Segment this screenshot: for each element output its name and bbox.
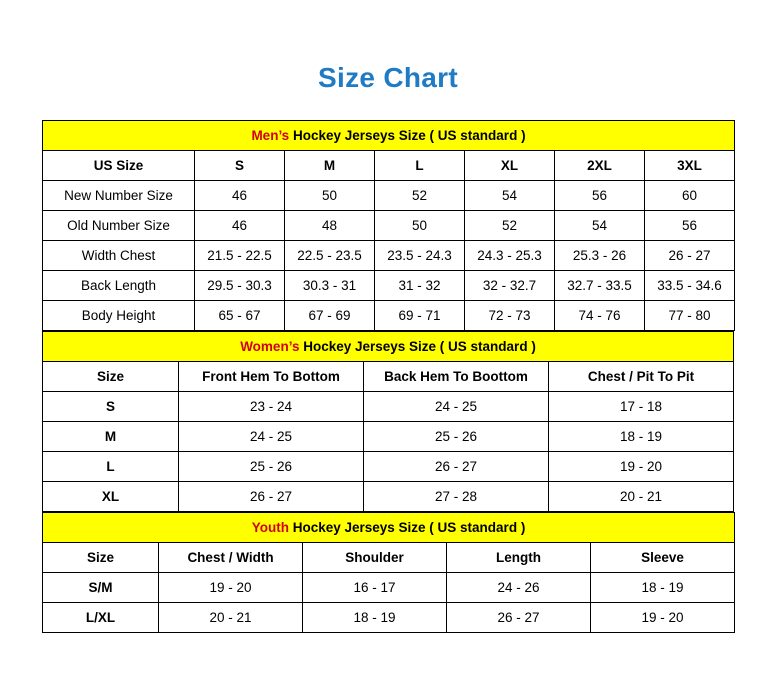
mens-cell: 60 bbox=[645, 181, 735, 211]
table-banner-row bbox=[43, 332, 734, 362]
womens-banner bbox=[43, 332, 734, 362]
table-row bbox=[43, 211, 735, 241]
mens-cell: 32.7 - 33.5 bbox=[555, 271, 645, 301]
table-row bbox=[43, 452, 734, 482]
table-row bbox=[43, 271, 735, 301]
mens-banner-rest: Hockey Jerseys Size ( US standard ) bbox=[289, 128, 526, 143]
mens-banner-accent: Men’s bbox=[251, 128, 290, 143]
womens-row-label: S bbox=[43, 392, 179, 422]
mens-cell: 22.5 - 23.5 bbox=[285, 241, 375, 271]
mens-cell: 32 - 32.7 bbox=[465, 271, 555, 301]
mens-header-cell: S bbox=[195, 151, 285, 181]
youth-header-cell: Sleeve bbox=[591, 543, 735, 573]
mens-cell: 74 - 76 bbox=[555, 301, 645, 331]
mens-size-table bbox=[42, 120, 735, 331]
mens-header-cell: XL bbox=[465, 151, 555, 181]
womens-header-cell: Size bbox=[43, 362, 179, 392]
womens-cell: 26 - 27 bbox=[179, 482, 364, 512]
youth-header-cell: Size bbox=[43, 543, 159, 573]
table-banner-row bbox=[43, 121, 735, 151]
mens-header-cell: US Size bbox=[43, 151, 195, 181]
womens-cell: 24 - 25 bbox=[364, 392, 549, 422]
youth-cell: 16 - 17 bbox=[303, 573, 447, 603]
womens-banner-accent: Women’s bbox=[240, 339, 300, 354]
womens-header-cell: Front Hem To Bottom bbox=[179, 362, 364, 392]
mens-header-cell: L bbox=[375, 151, 465, 181]
youth-header-cell: Shoulder bbox=[303, 543, 447, 573]
mens-cell: 72 - 73 bbox=[465, 301, 555, 331]
mens-cell: 33.5 - 34.6 bbox=[645, 271, 735, 301]
table-row bbox=[43, 392, 734, 422]
womens-header-cell: Chest / Pit To Pit bbox=[549, 362, 734, 392]
mens-row-label: New Number Size bbox=[43, 181, 195, 211]
table-row bbox=[43, 422, 734, 452]
mens-cell: 77 - 80 bbox=[645, 301, 735, 331]
mens-row-label: Back Length bbox=[43, 271, 195, 301]
womens-cell: 27 - 28 bbox=[364, 482, 549, 512]
mens-header-cell: 2XL bbox=[555, 151, 645, 181]
youth-row-label: L/XL bbox=[43, 603, 159, 633]
womens-size-table bbox=[42, 331, 734, 512]
mens-cell: 67 - 69 bbox=[285, 301, 375, 331]
mens-header-cell: M bbox=[285, 151, 375, 181]
womens-cell: 19 - 20 bbox=[549, 452, 734, 482]
womens-row-label: M bbox=[43, 422, 179, 452]
table-row bbox=[43, 181, 735, 211]
womens-banner-rest: Hockey Jerseys Size ( US standard ) bbox=[299, 339, 536, 354]
youth-cell: 18 - 19 bbox=[591, 573, 735, 603]
womens-row-label: XL bbox=[43, 482, 179, 512]
size-tables-container bbox=[42, 120, 734, 633]
table-header-row bbox=[43, 362, 734, 392]
youth-cell: 18 - 19 bbox=[303, 603, 447, 633]
youth-header-cell: Chest / Width bbox=[159, 543, 303, 573]
table-header-row bbox=[43, 151, 735, 181]
mens-row-label: Width Chest bbox=[43, 241, 195, 271]
mens-header-cell: 3XL bbox=[645, 151, 735, 181]
mens-banner bbox=[43, 121, 735, 151]
mens-cell: 26 - 27 bbox=[645, 241, 735, 271]
womens-row-label: L bbox=[43, 452, 179, 482]
youth-size-table bbox=[42, 512, 735, 633]
table-row bbox=[43, 241, 735, 271]
mens-cell: 21.5 - 22.5 bbox=[195, 241, 285, 271]
mens-cell: 65 - 67 bbox=[195, 301, 285, 331]
mens-cell: 29.5 - 30.3 bbox=[195, 271, 285, 301]
mens-cell: 23.5 - 24.3 bbox=[375, 241, 465, 271]
table-row bbox=[43, 482, 734, 512]
mens-cell: 46 bbox=[195, 211, 285, 241]
womens-cell: 26 - 27 bbox=[364, 452, 549, 482]
youth-cell: 20 - 21 bbox=[159, 603, 303, 633]
mens-cell: 56 bbox=[555, 181, 645, 211]
womens-cell: 24 - 25 bbox=[179, 422, 364, 452]
table-row bbox=[43, 573, 735, 603]
womens-header-cell: Back Hem To Boottom bbox=[364, 362, 549, 392]
mens-row-label: Old Number Size bbox=[43, 211, 195, 241]
womens-cell: 17 - 18 bbox=[549, 392, 734, 422]
womens-cell: 23 - 24 bbox=[179, 392, 364, 422]
mens-cell: 69 - 71 bbox=[375, 301, 465, 331]
youth-banner bbox=[43, 513, 735, 543]
youth-cell: 19 - 20 bbox=[159, 573, 303, 603]
mens-cell: 30.3 - 31 bbox=[285, 271, 375, 301]
mens-cell: 52 bbox=[465, 211, 555, 241]
womens-cell: 18 - 19 bbox=[549, 422, 734, 452]
mens-cell: 54 bbox=[555, 211, 645, 241]
mens-cell: 31 - 32 bbox=[375, 271, 465, 301]
mens-cell: 48 bbox=[285, 211, 375, 241]
womens-cell: 25 - 26 bbox=[179, 452, 364, 482]
table-header-row bbox=[43, 543, 735, 573]
youth-banner-rest: Hockey Jerseys Size ( US standard ) bbox=[288, 520, 526, 535]
womens-cell: 20 - 21 bbox=[549, 482, 734, 512]
mens-cell: 46 bbox=[195, 181, 285, 211]
table-row bbox=[43, 603, 735, 633]
mens-cell: 50 bbox=[285, 181, 375, 211]
mens-cell: 52 bbox=[375, 181, 465, 211]
mens-cell: 25.3 - 26 bbox=[555, 241, 645, 271]
mens-row-label: Body Height bbox=[43, 301, 195, 331]
youth-banner-accent: Youth bbox=[251, 520, 289, 535]
mens-cell: 54 bbox=[465, 181, 555, 211]
mens-cell: 24.3 - 25.3 bbox=[465, 241, 555, 271]
mens-cell: 56 bbox=[645, 211, 735, 241]
table-row bbox=[43, 301, 735, 331]
youth-cell: 19 - 20 bbox=[591, 603, 735, 633]
page-title: Size Chart bbox=[318, 62, 458, 93]
youth-cell: 26 - 27 bbox=[447, 603, 591, 633]
table-banner-row bbox=[43, 513, 735, 543]
youth-row-label: S/M bbox=[43, 573, 159, 603]
youth-cell: 24 - 26 bbox=[447, 573, 591, 603]
youth-header-cell: Length bbox=[447, 543, 591, 573]
womens-cell: 25 - 26 bbox=[364, 422, 549, 452]
mens-cell: 50 bbox=[375, 211, 465, 241]
